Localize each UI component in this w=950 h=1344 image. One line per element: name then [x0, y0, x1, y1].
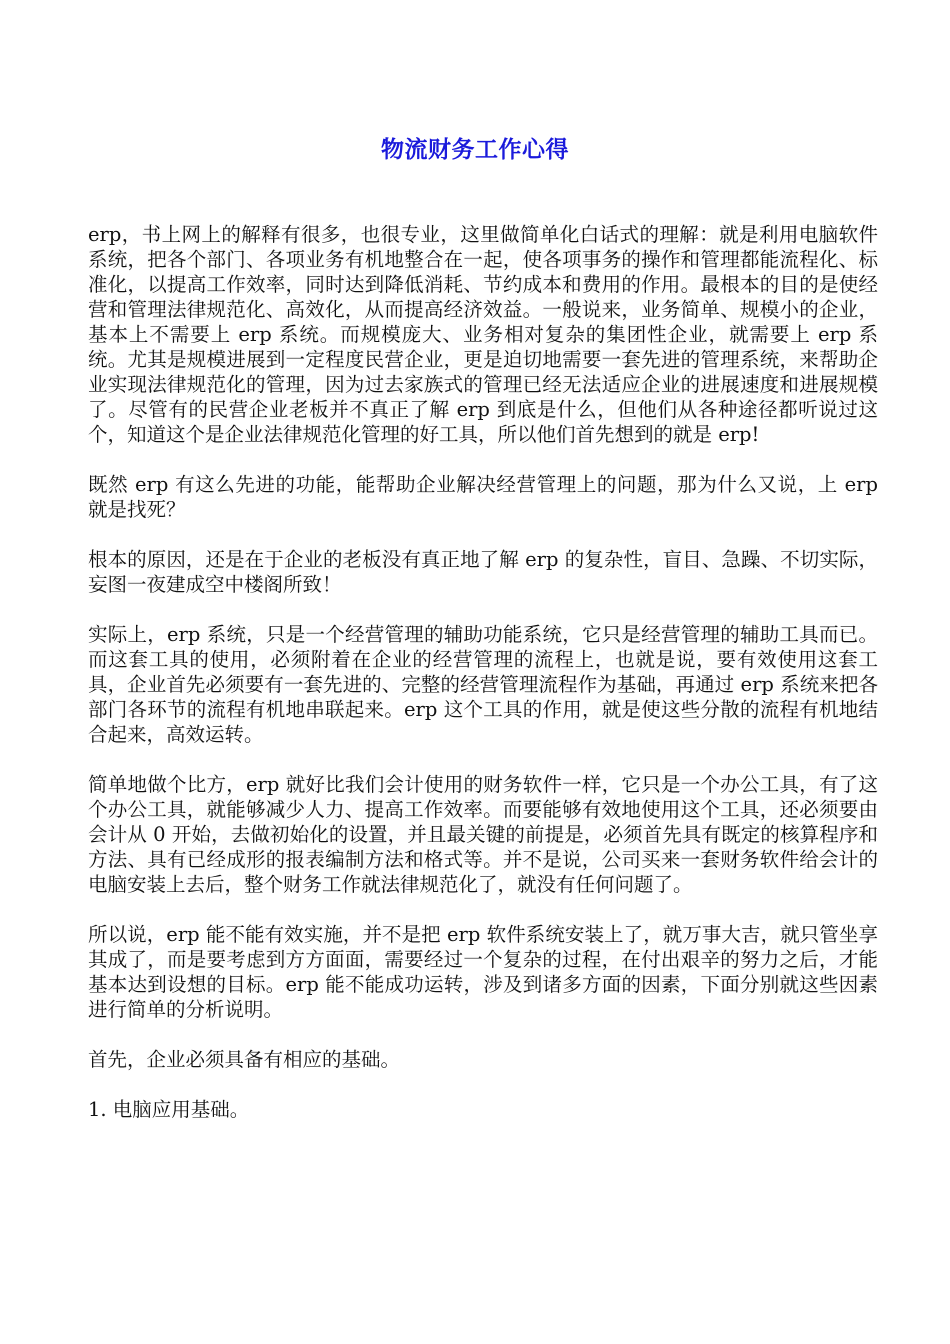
paragraph-first-basis: 首先，企业必须具备有相应的基础。 — [88, 1048, 401, 1071]
paragraph-erp-definition: erp，书上网上的解释有很多，也很专业，这里做简单化白话式的理解：就是利用电脑软件系统，把各个部门、各项业务有机地整合在一起，使各项事务的操作和管理都能流程化、标准化，以提高工作效率，同时达到降低消耗、节约成本和费用的作用。最根本的目的是使经营和管理法律规范化、高效化，从而提高经济效益。一般说来，业务简单、规模小的企业，基本上不需要上 erp 系统。而规模庞大、业务相对复杂的集团性企业，就需要上 erp 系统。尤其是规模进展到一定程度民营企业，更是迫切地需要一套先进的管理系统，来帮助企业实现法律规范化的管理，因为过去家族式的管理已经无法适应企业的进展速度和进展规模了。尽管有的民营企业老板并不真正了解 erp 到底是什么，但他们从各种途径都听说过这个，知道这个是企业法律规范化管理的好工具，所以他们首先想到的就是 erp! — [88, 223, 878, 446]
paragraph-question: 既然 erp 有这么先进的功能，能帮助企业解决经营管理上的问题，那为什么又说，上 erp 就是找死？ — [88, 473, 878, 521]
document-body — [88, 222, 878, 1147]
paragraph-analogy: 简单地做个比方，erp 就好比我们会计使用的财务软件一样，它只是一个办公工具，有了这个办公工具，就能够减少人力、提高工作效率。而要能够有效地使用这个工具，还必须要由会计从 0 开始，去做初始化的设置，并且最关键的前提是，必须首先具有既定的核算程序和方法、具有已经成形的报表编制方法和格式等。并不是说，公司买来一套财务软件给会计的电脑安装上去后，整个财务工作就法律规范化了，就没有任何问题了。 — [88, 773, 878, 896]
paragraph-item-1: 1. 电脑应用基础。 — [88, 1098, 250, 1121]
document-title: 物流财务工作心得 — [381, 137, 569, 163]
paragraph-conclusion: 所以说，erp 能不能有效实施，并不是把 erp 软件系统安装上了，就万事大吉，就只管坐享其成了，而是要考虑到方方面面，需要经过一个复杂的过程，在付出艰辛的努力之后，才能基本达到设想的目标。erp 能不能成功运转，涉及到诸多方面的因素，下面分别就这些因素进行简单的分析说明。 — [88, 923, 878, 1021]
paragraph-auxiliary-tool: 实际上，erp 系统，只是一个经营管理的辅助功能系统，它只是经营管理的辅助工具而已。而这套工具的使用，必须附着在企业的经营管理的流程上，也就是说，要有效使用这套工具，企业首先必须要有一套先进的、完整的经营管理流程作为基础，再通过 erp 系统来把各部门各环节的流程有机地串联起来。erp 这个工具的作用，就是使这些分散的流程有机地结合起来，高效运转。 — [88, 623, 878, 746]
paragraph-root-cause: 根本的原因，还是在于企业的老板没有真正地了解 erp 的复杂性，盲目、急躁、不切实际，妄图一夜建成空中楼阁所致！ — [88, 548, 878, 596]
